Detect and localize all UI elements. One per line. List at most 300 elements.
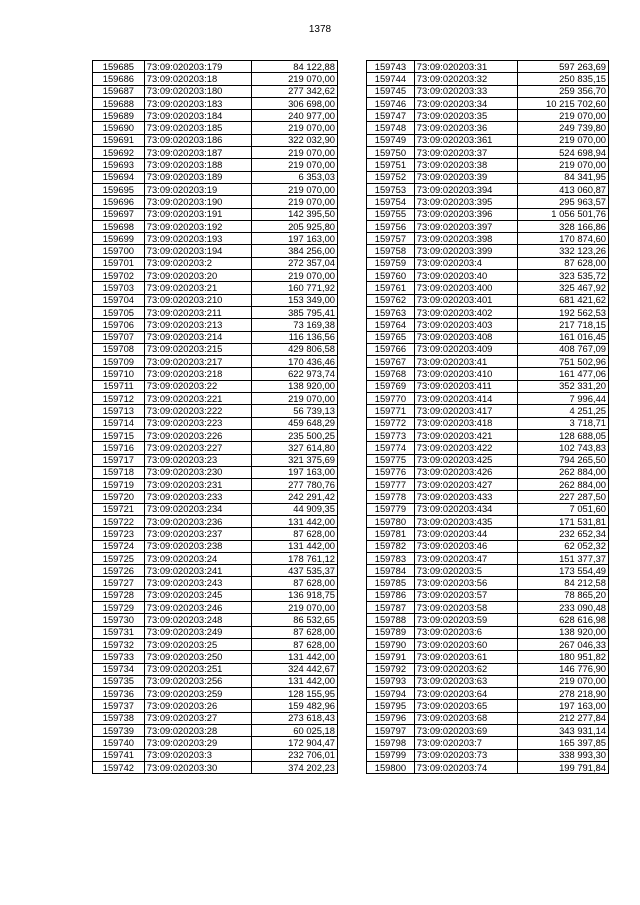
row-number: 159726: [93, 565, 145, 577]
cadastral-number: 73:09:020203:35: [414, 110, 518, 122]
amount: 374 202,23: [252, 761, 338, 773]
table-row: [93, 479, 338, 491]
cadastral-number: 73:09:020203:226: [144, 429, 252, 441]
amount: 199 791,84: [518, 761, 609, 773]
table-row: [93, 688, 338, 700]
row-number: 159717: [93, 454, 145, 466]
cadastral-number: 73:09:020203:218: [144, 368, 252, 380]
amount: 277 780,76: [252, 479, 338, 491]
amount: 385 795,41: [252, 306, 338, 318]
row-number: 159771: [367, 405, 415, 417]
amount: 249 739,80: [518, 122, 609, 134]
row-number: 159691: [93, 134, 145, 146]
row-number: 159736: [93, 688, 145, 700]
cadastral-number: 73:09:020203:435: [414, 515, 518, 527]
row-number: 159716: [93, 442, 145, 454]
table-row: [367, 183, 609, 195]
table-row: [93, 282, 338, 294]
row-number: 159700: [93, 245, 145, 257]
table-row: [93, 638, 338, 650]
cadastral-number: 73:09:020203:57: [414, 589, 518, 601]
cadastral-number: 73:09:020203:30: [144, 761, 252, 773]
amount: 4 251,25: [518, 405, 609, 417]
cadastral-number: 73:09:020203:189: [144, 171, 252, 183]
table-row: [93, 97, 338, 109]
table-row: [367, 380, 609, 392]
table-row: [93, 528, 338, 540]
table-row: [93, 602, 338, 614]
table-row: [367, 270, 609, 282]
row-number: 159760: [367, 270, 415, 282]
table-row: [93, 565, 338, 577]
table-row: [93, 122, 338, 134]
amount: 84 122,88: [252, 61, 338, 73]
table-row: [93, 61, 338, 73]
amount: 160 771,92: [252, 282, 338, 294]
cadastral-number: 73:09:020203:33: [414, 85, 518, 97]
amount: 87 628,00: [252, 638, 338, 650]
table-row: [367, 417, 609, 429]
cadastral-number: 73:09:020203:47: [414, 552, 518, 564]
cadastral-number: 73:09:020203:69: [414, 725, 518, 737]
cadastral-number: 73:09:020203:243: [144, 577, 252, 589]
row-number: 159786: [367, 589, 415, 601]
amount: 429 806,58: [252, 343, 338, 355]
table-row: [367, 343, 609, 355]
table-row: [367, 61, 609, 73]
amount: 161 016,45: [518, 331, 609, 343]
amount: 173 554,49: [518, 565, 609, 577]
cadastral-number: 73:09:020203:46: [414, 540, 518, 552]
row-number: 159755: [367, 208, 415, 220]
row-number: 159796: [367, 712, 415, 724]
cadastral-number: 73:09:020203:399: [414, 245, 518, 257]
cadastral-number: 73:09:020203:191: [144, 208, 252, 220]
table-row: [367, 122, 609, 134]
row-number: 159750: [367, 147, 415, 159]
cadastral-number: 73:09:020203:183: [144, 97, 252, 109]
table-row: [367, 110, 609, 122]
table-row: [93, 737, 338, 749]
table-row: [367, 220, 609, 232]
row-number: 159689: [93, 110, 145, 122]
amount: 131 442,00: [252, 515, 338, 527]
table-row: [93, 405, 338, 417]
amount: 219 070,00: [252, 73, 338, 85]
cadastral-number: 73:09:020203:38: [414, 159, 518, 171]
row-number: 159733: [93, 651, 145, 663]
table-row: [367, 712, 609, 724]
table-row: [367, 577, 609, 589]
row-number: 159735: [93, 675, 145, 687]
cadastral-number: 73:09:020203:250: [144, 651, 252, 663]
table-row: [93, 356, 338, 368]
right-table: [366, 60, 609, 774]
table-row: [367, 393, 609, 405]
table-row: [367, 602, 609, 614]
table-row: [93, 257, 338, 269]
cadastral-number: 73:09:020203:58: [414, 602, 518, 614]
table-row: [93, 700, 338, 712]
cadastral-number: 73:09:020203:210: [144, 294, 252, 306]
table-row: [93, 331, 338, 343]
row-number: 159727: [93, 577, 145, 589]
row-number: 159731: [93, 626, 145, 638]
cadastral-number: 73:09:020203:37: [414, 147, 518, 159]
amount: 272 357,04: [252, 257, 338, 269]
amount: 413 060,87: [518, 183, 609, 195]
cadastral-number: 73:09:020203:402: [414, 306, 518, 318]
amount: 146 776,90: [518, 663, 609, 675]
row-number: 159764: [367, 319, 415, 331]
cadastral-number: 73:09:020203:61: [414, 651, 518, 663]
row-number: 159751: [367, 159, 415, 171]
cadastral-number: 73:09:020203:3: [144, 749, 252, 761]
table-row: [367, 688, 609, 700]
amount: 180 951,82: [518, 651, 609, 663]
table-row: [93, 220, 338, 232]
row-number: 159744: [367, 73, 415, 85]
table-row: [367, 540, 609, 552]
row-number: 159748: [367, 122, 415, 134]
amount: 159 482,96: [252, 700, 338, 712]
table-row: [93, 171, 338, 183]
amount: 138 920,00: [252, 380, 338, 392]
cadastral-number: 73:09:020203:41: [414, 356, 518, 368]
table-row: [93, 454, 338, 466]
amount: 219 070,00: [252, 147, 338, 159]
amount: 131 442,00: [252, 651, 338, 663]
amount: 259 356,70: [518, 85, 609, 97]
cadastral-number: 73:09:020203:259: [144, 688, 252, 700]
amount: 116 136,56: [252, 331, 338, 343]
amount: 352 331,20: [518, 380, 609, 392]
cadastral-number: 73:09:020203:236: [144, 515, 252, 527]
row-number: 159757: [367, 233, 415, 245]
table-row: [93, 663, 338, 675]
table-row: [367, 429, 609, 441]
row-number: 159763: [367, 306, 415, 318]
cadastral-number: 73:09:020203:20: [144, 270, 252, 282]
table-row: [367, 479, 609, 491]
amount: 267 046,33: [518, 638, 609, 650]
amount: 60 025,18: [252, 725, 338, 737]
cadastral-number: 73:09:020203:65: [414, 700, 518, 712]
left-table-body: [93, 61, 338, 774]
table-row: [93, 147, 338, 159]
row-number: 159789: [367, 626, 415, 638]
cadastral-number: 73:09:020203:227: [144, 442, 252, 454]
amount: 219 070,00: [252, 159, 338, 171]
row-number: 159686: [93, 73, 145, 85]
row-number: 159701: [93, 257, 145, 269]
row-number: 159710: [93, 368, 145, 380]
row-number: 159699: [93, 233, 145, 245]
cadastral-number: 73:09:020203:241: [144, 565, 252, 577]
row-number: 159776: [367, 466, 415, 478]
amount: 524 698,94: [518, 147, 609, 159]
row-number: 159754: [367, 196, 415, 208]
cadastral-number: 73:09:020203:7: [414, 737, 518, 749]
cadastral-number: 73:09:020203:60: [414, 638, 518, 650]
cadastral-number: 73:09:020203:217: [144, 356, 252, 368]
row-number: 159766: [367, 343, 415, 355]
cadastral-number: 73:09:020203:186: [144, 134, 252, 146]
amount: 153 349,00: [252, 294, 338, 306]
table-row: [367, 663, 609, 675]
cadastral-number: 73:09:020203:213: [144, 319, 252, 331]
amount: 102 743,83: [518, 442, 609, 454]
cadastral-number: 73:09:020203:249: [144, 626, 252, 638]
cadastral-number: 73:09:020203:248: [144, 614, 252, 626]
row-number: 159728: [93, 589, 145, 601]
amount: 73 169,38: [252, 319, 338, 331]
cadastral-number: 73:09:020203:73: [414, 749, 518, 761]
amount: 3 718,71: [518, 417, 609, 429]
row-number: 159747: [367, 110, 415, 122]
cadastral-number: 73:09:020203:422: [414, 442, 518, 454]
amount: 10 215 702,60: [518, 97, 609, 109]
amount: 56 739,13: [252, 405, 338, 417]
cadastral-number: 73:09:020203:223: [144, 417, 252, 429]
row-number: 159729: [93, 602, 145, 614]
row-number: 159723: [93, 528, 145, 540]
row-number: 159777: [367, 479, 415, 491]
amount: 240 977,00: [252, 110, 338, 122]
row-number: 159759: [367, 257, 415, 269]
cadastral-number: 73:09:020203:56: [414, 577, 518, 589]
table-row: [367, 147, 609, 159]
amount: 219 070,00: [518, 134, 609, 146]
table-row: [93, 429, 338, 441]
cadastral-number: 73:09:020203:74: [414, 761, 518, 773]
cadastral-number: 73:09:020203:32: [414, 73, 518, 85]
amount: 7 051,60: [518, 503, 609, 515]
amount: 219 070,00: [252, 270, 338, 282]
table-row: [367, 85, 609, 97]
table-row: [93, 540, 338, 552]
cadastral-number: 73:09:020203:18: [144, 73, 252, 85]
amount: 219 070,00: [518, 110, 609, 122]
row-number: 159685: [93, 61, 145, 73]
amount: 87 628,00: [252, 577, 338, 589]
cadastral-number: 73:09:020203:179: [144, 61, 252, 73]
amount: 751 502,96: [518, 356, 609, 368]
row-number: 159697: [93, 208, 145, 220]
table-row: [93, 270, 338, 282]
cadastral-number: 73:09:020203:245: [144, 589, 252, 601]
row-number: 159690: [93, 122, 145, 134]
cadastral-number: 73:09:020203:421: [414, 429, 518, 441]
cadastral-number: 73:09:020203:361: [414, 134, 518, 146]
amount: 192 562,53: [518, 306, 609, 318]
amount: 219 070,00: [252, 183, 338, 195]
amount: 437 535,37: [252, 565, 338, 577]
amount: 232 706,01: [252, 749, 338, 761]
table-row: [367, 306, 609, 318]
table-row: [93, 675, 338, 687]
table-row: [367, 405, 609, 417]
cadastral-number: 73:09:020203:63: [414, 675, 518, 687]
cadastral-number: 73:09:020203:251: [144, 663, 252, 675]
table-row: [93, 749, 338, 761]
amount: 62 052,32: [518, 540, 609, 552]
cadastral-number: 73:09:020203:427: [414, 479, 518, 491]
amount: 332 123,26: [518, 245, 609, 257]
cadastral-number: 73:09:020203:409: [414, 343, 518, 355]
cadastral-number: 73:09:020203:246: [144, 602, 252, 614]
table-row: [93, 614, 338, 626]
row-number: 159721: [93, 503, 145, 515]
row-number: 159797: [367, 725, 415, 737]
table-row: [367, 294, 609, 306]
amount: 7 996,44: [518, 393, 609, 405]
row-number: 159745: [367, 85, 415, 97]
table-row: [367, 737, 609, 749]
row-number: 159781: [367, 528, 415, 540]
table-row: [367, 319, 609, 331]
cadastral-number: 73:09:020203:211: [144, 306, 252, 318]
amount: 128 688,05: [518, 429, 609, 441]
row-number: 159741: [93, 749, 145, 761]
table-row: [367, 466, 609, 478]
table-row: [367, 528, 609, 540]
row-number: 159790: [367, 638, 415, 650]
table-row: [367, 368, 609, 380]
amount: 87 628,00: [518, 257, 609, 269]
amount: 278 218,90: [518, 688, 609, 700]
amount: 161 477,06: [518, 368, 609, 380]
amount: 250 835,15: [518, 73, 609, 85]
amount: 322 032,90: [252, 134, 338, 146]
row-number: 159715: [93, 429, 145, 441]
row-number: 159798: [367, 737, 415, 749]
table-row: [93, 183, 338, 195]
amount: 128 155,95: [252, 688, 338, 700]
table-row: [93, 208, 338, 220]
table-row: [367, 208, 609, 220]
table-row: [93, 515, 338, 527]
cadastral-number: 73:09:020203:417: [414, 405, 518, 417]
row-number: 159778: [367, 491, 415, 503]
row-number: 159774: [367, 442, 415, 454]
row-number: 159794: [367, 688, 415, 700]
cadastral-number: 73:09:020203:401: [414, 294, 518, 306]
row-number: 159779: [367, 503, 415, 515]
cadastral-number: 73:09:020203:68: [414, 712, 518, 724]
table-row: [367, 725, 609, 737]
amount: 219 070,00: [252, 196, 338, 208]
row-number: 159711: [93, 380, 145, 392]
cadastral-number: 73:09:020203:192: [144, 220, 252, 232]
row-number: 159703: [93, 282, 145, 294]
row-number: 159704: [93, 294, 145, 306]
row-number: 159783: [367, 552, 415, 564]
cadastral-number: 73:09:020203:403: [414, 319, 518, 331]
amount: 44 909,35: [252, 503, 338, 515]
amount: 295 963,57: [518, 196, 609, 208]
amount: 205 925,80: [252, 220, 338, 232]
amount: 277 342,62: [252, 85, 338, 97]
cadastral-number: 73:09:020203:39: [414, 171, 518, 183]
cadastral-number: 73:09:020203:4: [414, 257, 518, 269]
row-number: 159793: [367, 675, 415, 687]
row-number: 159708: [93, 343, 145, 355]
table-row: [367, 552, 609, 564]
amount: 794 265,50: [518, 454, 609, 466]
table-row: [367, 282, 609, 294]
amount: 306 698,00: [252, 97, 338, 109]
cadastral-number: 73:09:020203:396: [414, 208, 518, 220]
row-number: 159746: [367, 97, 415, 109]
cadastral-number: 73:09:020203:394: [414, 183, 518, 195]
cadastral-number: 73:09:020203:40: [414, 270, 518, 282]
cadastral-number: 73:09:020203:187: [144, 147, 252, 159]
row-number: 159788: [367, 614, 415, 626]
table-row: [93, 319, 338, 331]
amount: 384 256,00: [252, 245, 338, 257]
row-number: 159780: [367, 515, 415, 527]
row-number: 159730: [93, 614, 145, 626]
cadastral-number: 73:09:020203:27: [144, 712, 252, 724]
amount: 136 918,75: [252, 589, 338, 601]
row-number: 159695: [93, 183, 145, 195]
cadastral-number: 73:09:020203:425: [414, 454, 518, 466]
table-row: [367, 442, 609, 454]
row-number: 159772: [367, 417, 415, 429]
cadastral-number: 73:09:020203:193: [144, 233, 252, 245]
table-row: [367, 614, 609, 626]
table-row: [93, 466, 338, 478]
cadastral-number: 73:09:020203:234: [144, 503, 252, 515]
table-row: [93, 417, 338, 429]
table-row: [367, 171, 609, 183]
table-row: [93, 159, 338, 171]
amount: 233 090,48: [518, 602, 609, 614]
table-row: [367, 503, 609, 515]
amount: 212 277,84: [518, 712, 609, 724]
table-row: [93, 306, 338, 318]
row-number: 159694: [93, 171, 145, 183]
table-row: [93, 343, 338, 355]
row-number: 159785: [367, 577, 415, 589]
cadastral-number: 73:09:020203:25: [144, 638, 252, 650]
amount: 165 397,85: [518, 737, 609, 749]
table-row: [367, 454, 609, 466]
amount: 170 874,60: [518, 233, 609, 245]
row-number: 159773: [367, 429, 415, 441]
row-number: 159722: [93, 515, 145, 527]
amount: 86 532,65: [252, 614, 338, 626]
cadastral-number: 73:09:020203:214: [144, 331, 252, 343]
amount: 325 467,92: [518, 282, 609, 294]
amount: 219 070,00: [518, 675, 609, 687]
amount: 87 628,00: [252, 626, 338, 638]
row-number: 159724: [93, 540, 145, 552]
table-row: [93, 134, 338, 146]
cadastral-number: 73:09:020203:185: [144, 122, 252, 134]
cadastral-number: 73:09:020203:256: [144, 675, 252, 687]
table-row: [93, 712, 338, 724]
amount: 408 767,09: [518, 343, 609, 355]
amount: 242 291,42: [252, 491, 338, 503]
row-number: 159702: [93, 270, 145, 282]
row-number: 159706: [93, 319, 145, 331]
cadastral-number: 73:09:020203:6: [414, 626, 518, 638]
row-number: 159713: [93, 405, 145, 417]
table-row: [93, 196, 338, 208]
row-number: 159753: [367, 183, 415, 195]
